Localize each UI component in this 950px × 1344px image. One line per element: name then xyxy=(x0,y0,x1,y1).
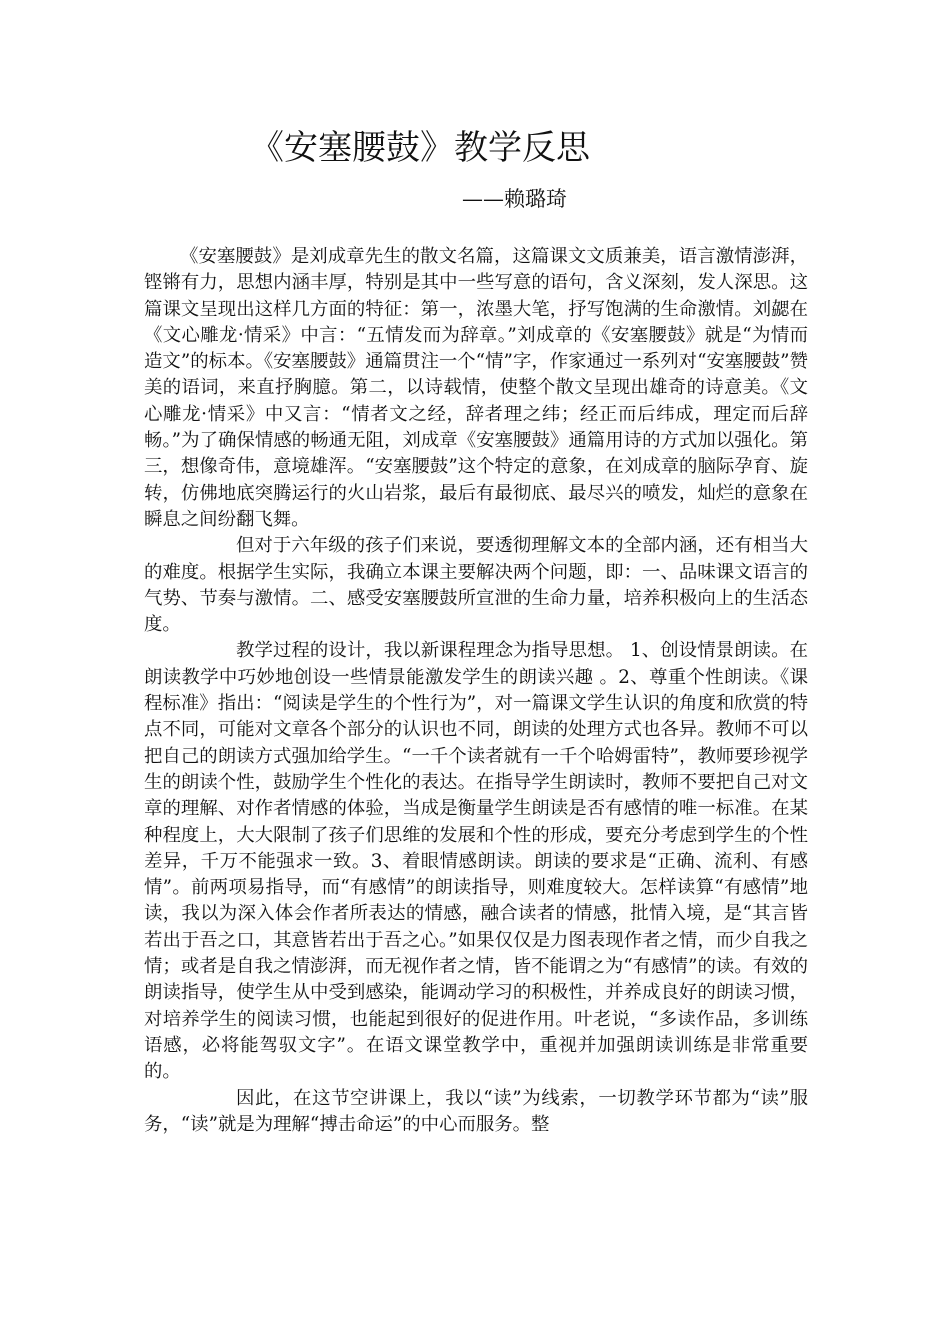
author-line: ——赖璐琦 xyxy=(462,187,567,211)
paragraph-teaching-process: 教学过程的设计，我以新课程理念为指导思想。 1、创设情景朗读。在朗读教学中巧妙地创设一些情景能激发学生的朗读兴趣 。2、尊重个性朗读。《课程标准》指出：“阅读是学生的个性行为”，对一篇课文学生认识的角度和欣赏的特点不同，可能对文章各个部分的认识也不同，朗读的处理方式也各异。教师不可以把自己的朗读方式强加给学生。“一千个读者就有一千个哈姆雷特”，教师要珍视学生的朗读个性，鼓励学生个性化的表达。在指导学生朗读时，教师不要把自己对文章的理解、对作者情感的体验，当成是衡量学生朗读是否有感情的唯一标准。在某种程度上，大大限制了孩子们思维的发展和个性的形成，要充分考虑到学生的个性差异，千万不能强求一致。3、着眼情感朗读。朗读的要求是“正确、流利、有感情”。前两项易指导，而“有感情”的朗读指导，则难度较大。怎样读算“有感情”地读，我以为深入体会作者所表达的情感，融合读者的情感，批情入境，是“其言皆若出于吾之口，其意皆若出于吾之心。”如果仅仅是力图表现作者之情，而少自我之情；或者是自我之情澎湃，而无视作者之情，皆不能谓之为“有感情”的读。有效的朗读指导，使学生从中受到感染，能调动学习的积极性，并养成良好的朗读习惯，对培养学生的阅读习惯，也能起到很好的促进作用。叶老说，“多读作品，多训练语感，必将能驾驭文字”。在语文课堂教学中，重视并加强朗读训练是非常重要的。 xyxy=(144,640,808,1083)
paragraph-intro: 《安塞腰鼓》是刘成章先生的散文名篇，这篇课文文质兼美，语言激情澎湃，铿锵有力，思想内涵丰厚，特别是其中一些写意的语句，含义深刻，发人深思。这篇课文呈现出这样几方面的特征：第一，浓墨大笔，抒写饱满的生命激情。刘勰在《文心雕龙·情采》中言：“五情发而为辞章。”刘成章的《安塞腰鼓》就是“为情而造文”的标本。《安塞腰鼓》通篇贯注一个“情”字，作家通过一系列对“安塞腰鼓”赞美的语词，来直抒胸臆。第二，以诗载情，使整个散文呈现出雄奇的诗意美。《文心雕龙·情采》中又言：“情者文之经，辞者理之纬；经正而后纬成，理定而后辞畅。”为了确保情感的畅通无阻，刘成章《安塞腰鼓》通篇用诗的方式加以强化。第三，想像奇伟，意境雄浑。“安塞腰鼓”这个特定的意象，在刘成章的脑际孕育、旋转，仿佛地底突腾运行的火山岩浆，最后有最彻底、最尽兴的喷发，灿烂的意象在瞬息之间纷翻飞舞。 xyxy=(144,246,808,530)
paragraph-teaching-goals: 但对于六年级的孩子们来说，要透彻理解文本的全部内涵，还有相当大的难度。根据学生实际，我确立本课主要解决两个问题，即：一、品味课文语言的气势、节奏与激情。二、感受安塞腰鼓所宣泄的生命力量，培养积极向上的生活态度。 xyxy=(144,535,808,636)
document-title: 《安塞腰鼓》教学反思 xyxy=(250,128,590,168)
document-body xyxy=(144,244,808,1138)
paragraph-conclusion: 因此，在这节空讲课上，我以“读”为线索，一切教学环节都为“读”服务，“读”就是为理解“搏击命运”的中心而服务。整 xyxy=(144,1087,808,1135)
